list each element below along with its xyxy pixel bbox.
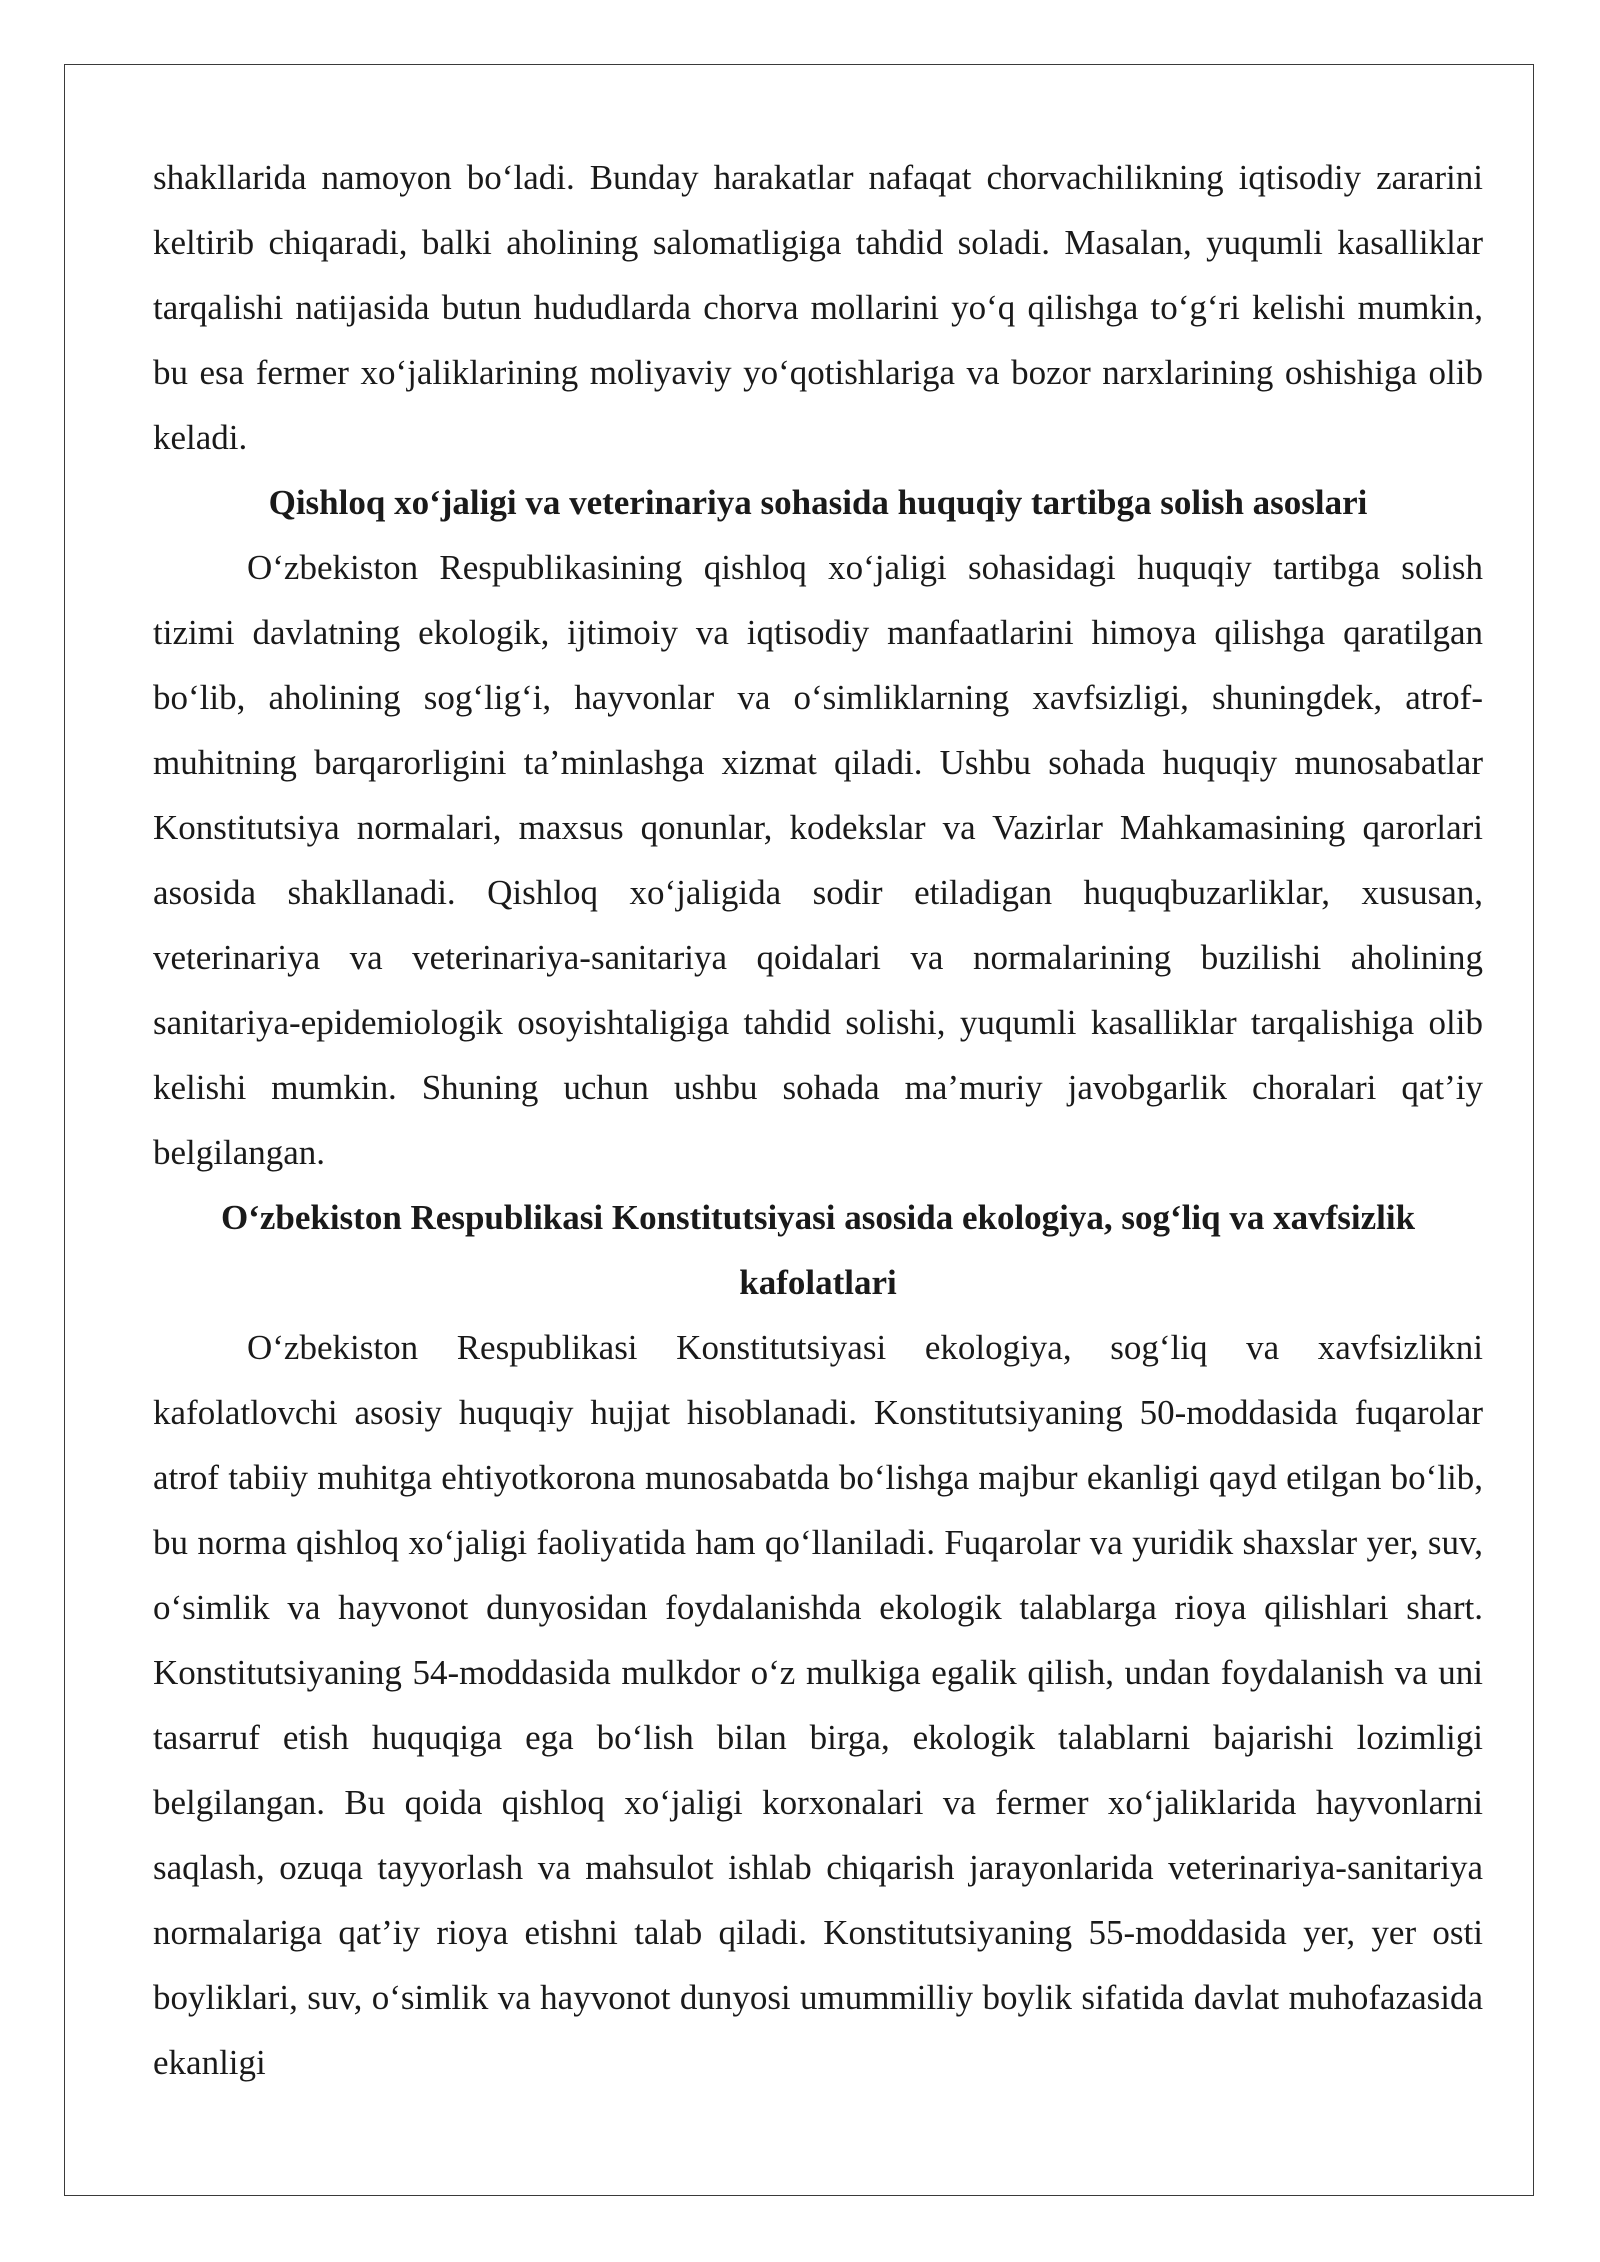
document-body (153, 145, 1483, 2095)
section-heading-constitution-guarantees: O‘zbekiston Respublikasi Konstitutsiyasi asosida ekologiya, sog‘liq va xavfsizlik kafolatlari (220, 1198, 1416, 1302)
paragraph-constitution: O‘zbekiston Respublikasi Konstitutsiyasi ekologiya, sog‘liq va xavfsizlikni kafolatlovchi asosiy huquqiy hujjat hisoblanadi. Konstitutsiyaning 50-moddasida fuqarolar atrof tabiiy muhitga ehtiyotkorona munosabatda bo‘lishga majbur ekanligi qayd etilgan bo‘lib, bu norma qishloq xo‘jaligi faoliyatida ham qo‘llaniladi. Fuqarolar va yuridik shaxslar yer, suv, o‘simlik va hayvonot dunyosidan foydalanishda ekologik talablarga rioya qilishlari shart. Konstitutsiyaning 54-moddasida mulkdor o‘z mulkiga egalik qilish, undan foydalanish va uni tasarruf etish huquqiga ega bo‘lish bilan birga, ekologik talablarni bajarishi lozimligi belgilangan. Bu qoida qishloq xo‘jaligi korxonalari va fermer xo‘jaliklarida hayvonlarni saqlash, ozuqa tayyorlash va mahsulot ishlab chiqarish jarayonlarida veterinariya-sanitariya normalariga qat’iy rioya etishni talab qiladi. Konstitutsiyaning 55-moddasida yer, yer osti boyliklari, suv, o‘simlik va hayvonot dunyosi umummilliy boylik sifatida davlat muhofazasida ekanligi (153, 1328, 1483, 2082)
paragraph-legal-regulation: O‘zbekiston Respublikasining qishloq xo‘jaligi sohasidagi huquqiy tartibga solish tizimi davlatning ekologik, ijtimoiy va iqtisodiy manfaatlarini himoya qilishga qaratilgan bo‘lib, aholining sog‘lig‘i, hayvonlar va o‘simliklarning xavfsizligi, shuningdek, atrof-muhitning barqarorligini ta’minlashga xizmat qiladi. Ushbu sohada huquqiy munosabatlar Konstitutsiya normalari, maxsus qonunlar, kodekslar va Vazirlar Mahkamasining qarorlari asosida shakllanadi. Qishloq xo‘jaligida sodir etiladigan huquqbuzarliklar, xususan, veterinariya va veterinariya-sanitariya qoidalari va normalarining buzilishi aholining sanitariya-epidemiologik osoyishtaligiga tahdid solishi, yuqumli kasalliklar tarqalishiga olib kelishi mumkin. Shuning uchun ushbu sohada ma’muriy javobgarlik choralari qat’iy belgilangan. (153, 548, 1483, 1172)
section-heading-legal-regulation: Qishloq xo‘jaligi va veterinariya sohasida huquqiy tartibga solish asoslari (268, 483, 1368, 522)
paragraph-continuation: shakllarida namoyon bo‘ladi. Bunday harakatlar nafaqat chorvachilikning iqtisodiy zararini keltirib chiqaradi, balki aholining salomatligiga tahdid soladi. Masalan, yuqumli kasalliklar tarqalishi natijasida butun hududlarda chorva mollarini yo‘q qilishga to‘g‘ri kelishi mumkin, bu esa fermer xo‘jaliklarining moliyaviy yo‘qotishlariga va bozor narxlarining oshishiga olib keladi. (153, 158, 1483, 457)
